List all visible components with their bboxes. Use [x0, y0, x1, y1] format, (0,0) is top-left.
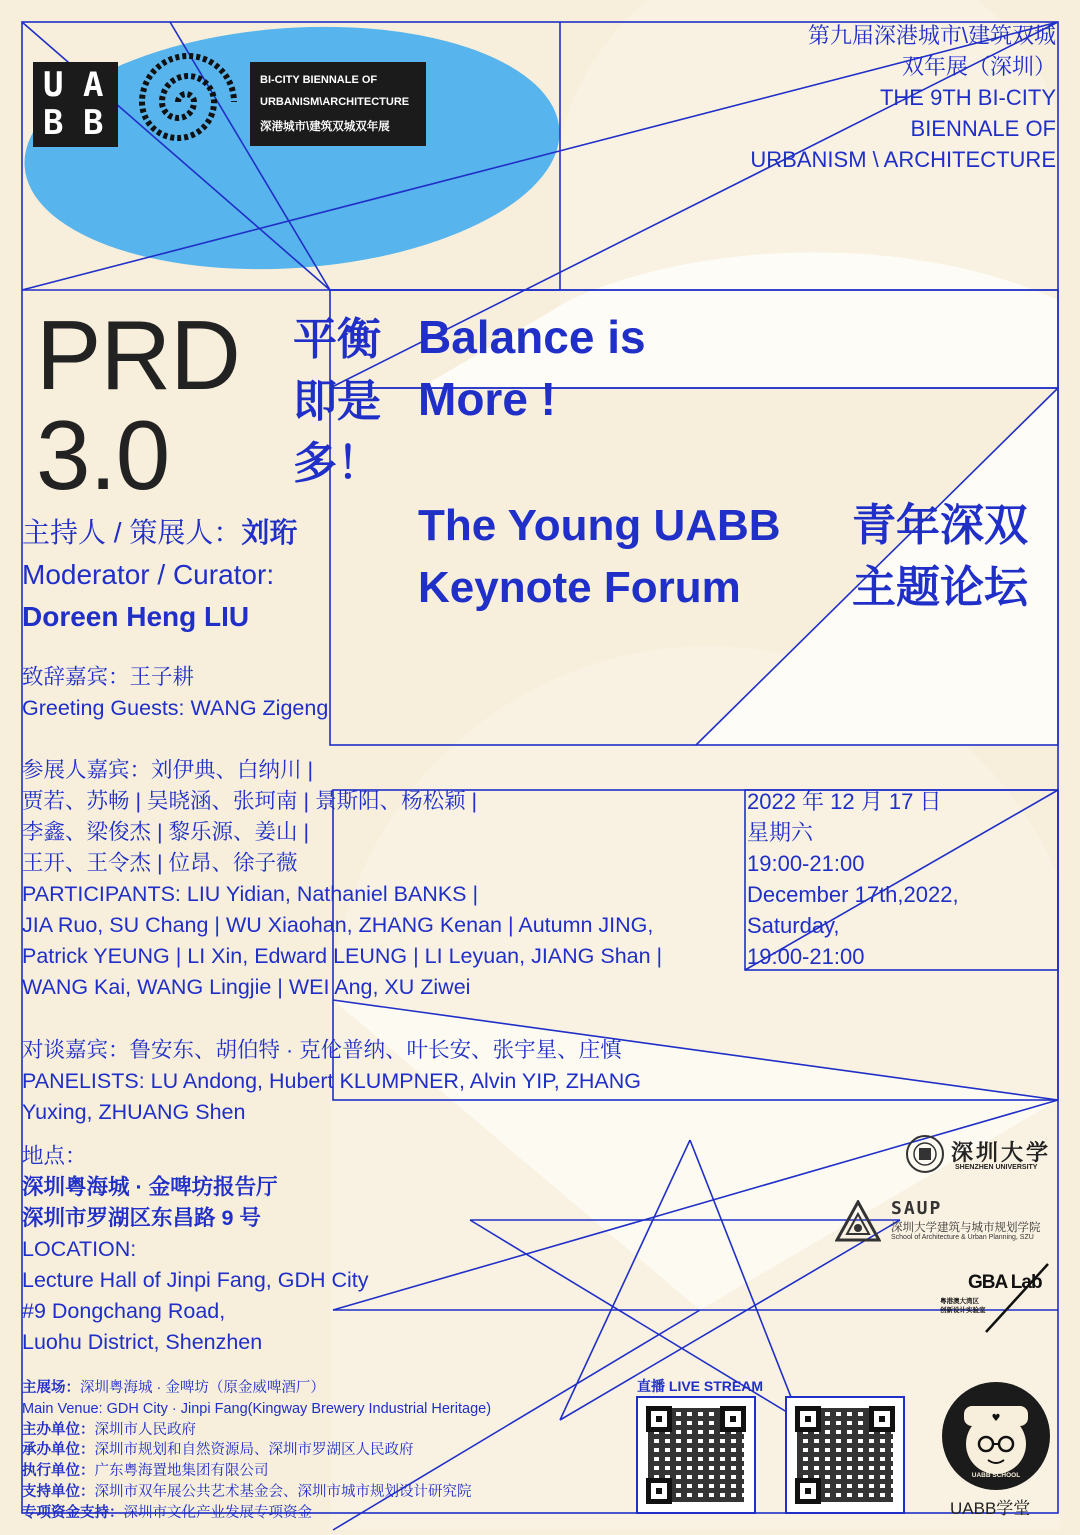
saup-name-en: School of Architecture & Urban Planning, SZU — [891, 1234, 1034, 1241]
live-stream-label: 直播 LIVE STREAM — [637, 1378, 764, 1394]
participants-line: WANG Kai, WANG Lingjie | WEI Ang, XU Ziwei — [22, 975, 471, 999]
svg-text:♥: ♥ — [991, 1413, 1001, 1424]
footer-label: 专项资金支持： — [22, 1504, 124, 1521]
saup-logo — [835, 1198, 1057, 1248]
footer-label: 主展场： — [22, 1380, 80, 1396]
footer-text: 深圳粤海城 · 金啤坊（原金威啤酒厂） — [80, 1380, 325, 1396]
greeting-line: Greeting Guests: WANG Zigeng — [22, 696, 329, 720]
uabb-school-badge — [942, 1382, 1050, 1490]
forum-en-line: The Young UABB — [418, 501, 781, 550]
theme-title-zh — [293, 309, 381, 495]
panelists-line: 对谈嘉宾：鲁安东、胡伯特 · 克伦普纳、叶长安、张宇星、庄慎 — [22, 1038, 622, 1062]
moderator-name-zh: 刘珩 — [241, 517, 298, 548]
date-line: 19:00-21:00 — [747, 851, 865, 876]
forum-zh-line: 青年深双 — [852, 501, 1028, 550]
biennale-logo-title — [250, 62, 426, 146]
footer-label: 支持单位： — [22, 1483, 95, 1500]
szu-name-en: SHENZHEN UNIVERSITY — [955, 1164, 1038, 1171]
footer-credits — [22, 1378, 491, 1524]
location-label-en: LOCATION: — [22, 1237, 137, 1261]
footer-text: Main Venue: GDH City · Jinpi Fang(Kingway Brewery Industrial Heritage) — [22, 1400, 492, 1417]
theme-zh-line: 即是 — [293, 377, 381, 426]
location-label-zh: 地点： — [22, 1144, 87, 1168]
logo-title-line: 深港城市\建筑双城双年展 — [260, 121, 390, 133]
blue-ellipse — [16, 10, 567, 287]
uabb-school-badge-text: UABB SCHOOL — [971, 1472, 1021, 1479]
participants-line: 贾若、苏畅 | 吴晓涵、张珂南 | 景斯阳、杨松颖 | — [22, 789, 478, 813]
header-line: 双年展（深圳） — [901, 54, 1056, 79]
qr-finder — [869, 1406, 895, 1432]
saup-name-zh: 深圳大学建筑与城市规划学院 — [891, 1222, 1041, 1234]
szu-logo — [905, 1134, 1055, 1176]
prd-line: 3.0 — [36, 400, 170, 510]
theme-en-line: More ! — [418, 373, 556, 425]
participants-line: Patrick YEUNG | LI Xin, Edward LEUNG | LI Leyuan, JIANG Shan | — [22, 944, 663, 968]
greeting-line: 致辞嘉宾：王子耕 — [22, 665, 195, 689]
gba-wordmark: GBA Lab — [968, 1272, 1042, 1293]
qr-code-left[interactable] — [636, 1396, 756, 1514]
szu-seal-icon — [905, 1134, 945, 1174]
gba-slash-icon — [938, 1262, 1056, 1334]
header-line: BIENNALE OF — [910, 116, 1056, 141]
footer-text: 深圳市规划和自然资源局、深圳市罗湖区人民政府 — [94, 1442, 414, 1459]
header-line: URBANISM \ ARCHITECTURE — [750, 147, 1056, 172]
theme-title-en — [418, 306, 646, 430]
footer-text: 深圳市文化产业发展专项资金 — [123, 1504, 312, 1521]
uabb-logo — [33, 62, 118, 147]
greeting-block — [22, 662, 328, 724]
date-block — [747, 786, 959, 972]
footer-label: 执行单位： — [22, 1463, 95, 1480]
footer-label: 主办单位： — [22, 1421, 95, 1438]
forum-title-en — [418, 495, 781, 619]
header-line: 第九届深港城市\建筑双城 — [807, 23, 1056, 48]
prd-title — [36, 300, 240, 510]
forum-en-line: Keynote Forum — [418, 563, 741, 612]
panelists-block — [22, 1035, 641, 1128]
uabb-school-label: UABB学堂 — [950, 1499, 1031, 1518]
qr-finder — [795, 1478, 821, 1504]
logo-letter: U — [43, 65, 64, 105]
saup-triangle-icon — [835, 1200, 881, 1244]
panelists-line: Yuxing, ZHUANG Shen — [22, 1100, 246, 1124]
header-line: THE 9TH BI-CITY — [879, 85, 1056, 110]
location-line-en: #9 Dongchang Road, — [22, 1299, 226, 1323]
panelists-line: PANELISTS: LU Andong, Hubert KLUMPNER, Alvin YIP, ZHANG — [22, 1069, 641, 1093]
qr-finder — [646, 1478, 672, 1504]
date-line: Saturday, — [747, 913, 840, 938]
spiral-text-logo — [130, 30, 242, 175]
qr-finder — [646, 1406, 672, 1432]
participants-line: 李鑫、梁俊杰 | 黎乐源、姜山 | — [22, 820, 310, 844]
szu-name-zh: 深圳大学 — [951, 1140, 1052, 1166]
forum-zh-line: 主题论坛 — [852, 563, 1028, 612]
date-line: December 17th,2022, — [747, 882, 959, 907]
date-line: 2022 年 12 月 17 日 — [747, 789, 942, 814]
moderator-label-en: Moderator / Curator: — [22, 559, 275, 590]
date-line: 19:00-21:00 — [747, 944, 865, 969]
date-line: 星期六 — [747, 820, 814, 845]
gba-name-zh-1: 粤港澳大湾区 — [940, 1298, 979, 1305]
location-line-en: Lecture Hall of Jinpi Fang, GDH City — [22, 1268, 369, 1292]
logo-title-line: URBANISM\ARCHITECTURE — [260, 96, 410, 108]
gba-lab-logo — [938, 1262, 1056, 1334]
logo-letter: A — [83, 65, 104, 105]
participants-line: PARTICIPANTS: LIU Yidian, Nathaniel BANKS | — [22, 882, 479, 906]
footer-text: 广东粤海置地集团有限公司 — [94, 1463, 269, 1480]
moderator-label-zh: 主持人 / 策展人： — [22, 517, 242, 548]
header-block — [750, 20, 1056, 175]
location-line-zh: 深圳粤海城 · 金啤坊报告厅 — [22, 1175, 278, 1199]
gba-name-zh-2: 创新设计实验室 — [940, 1307, 986, 1314]
footer-label: 承办单位： — [22, 1442, 95, 1459]
location-line-en: Luohu District, Shenzhen — [22, 1330, 263, 1354]
location-block — [22, 1141, 369, 1358]
prd-line: PRD — [36, 300, 240, 410]
participants-line: 参展人嘉宾：刘伊典、白纳川 | — [22, 758, 314, 782]
logo-letter: B — [83, 103, 104, 143]
footer-text: 深圳市双年展公共艺术基金会、深圳市城市规划设计研究院 — [94, 1483, 472, 1500]
theme-en-line: Balance is — [418, 311, 646, 363]
qr-code-right[interactable] — [785, 1396, 905, 1514]
participants-block — [22, 755, 662, 1003]
participants-line: JIA Ruo, SU Chang | WU Xiaohan, ZHANG Kenan | Autumn JING, — [22, 913, 654, 937]
qr-finder — [720, 1406, 746, 1432]
participants-line: 王开、王令杰 | 位昂、徐子薇 — [22, 851, 298, 875]
moderator-block — [22, 512, 297, 638]
qr-finder — [795, 1406, 821, 1432]
forum-title-zh — [852, 495, 1028, 619]
theme-zh-line: 平衡 — [293, 315, 381, 364]
theme-zh-line: 多！ — [293, 439, 381, 488]
saup-wordmark: SAUP — [891, 1198, 943, 1219]
moderator-name-en: Doreen Heng LIU — [22, 601, 250, 632]
logo-title-line: BI-CITY BIENNALE OF — [260, 74, 378, 86]
logo-letter: B — [43, 103, 64, 143]
location-line-zh: 深圳市罗湖区东昌路 9 号 — [22, 1206, 261, 1230]
footer-text: 深圳市人民政府 — [94, 1421, 196, 1438]
